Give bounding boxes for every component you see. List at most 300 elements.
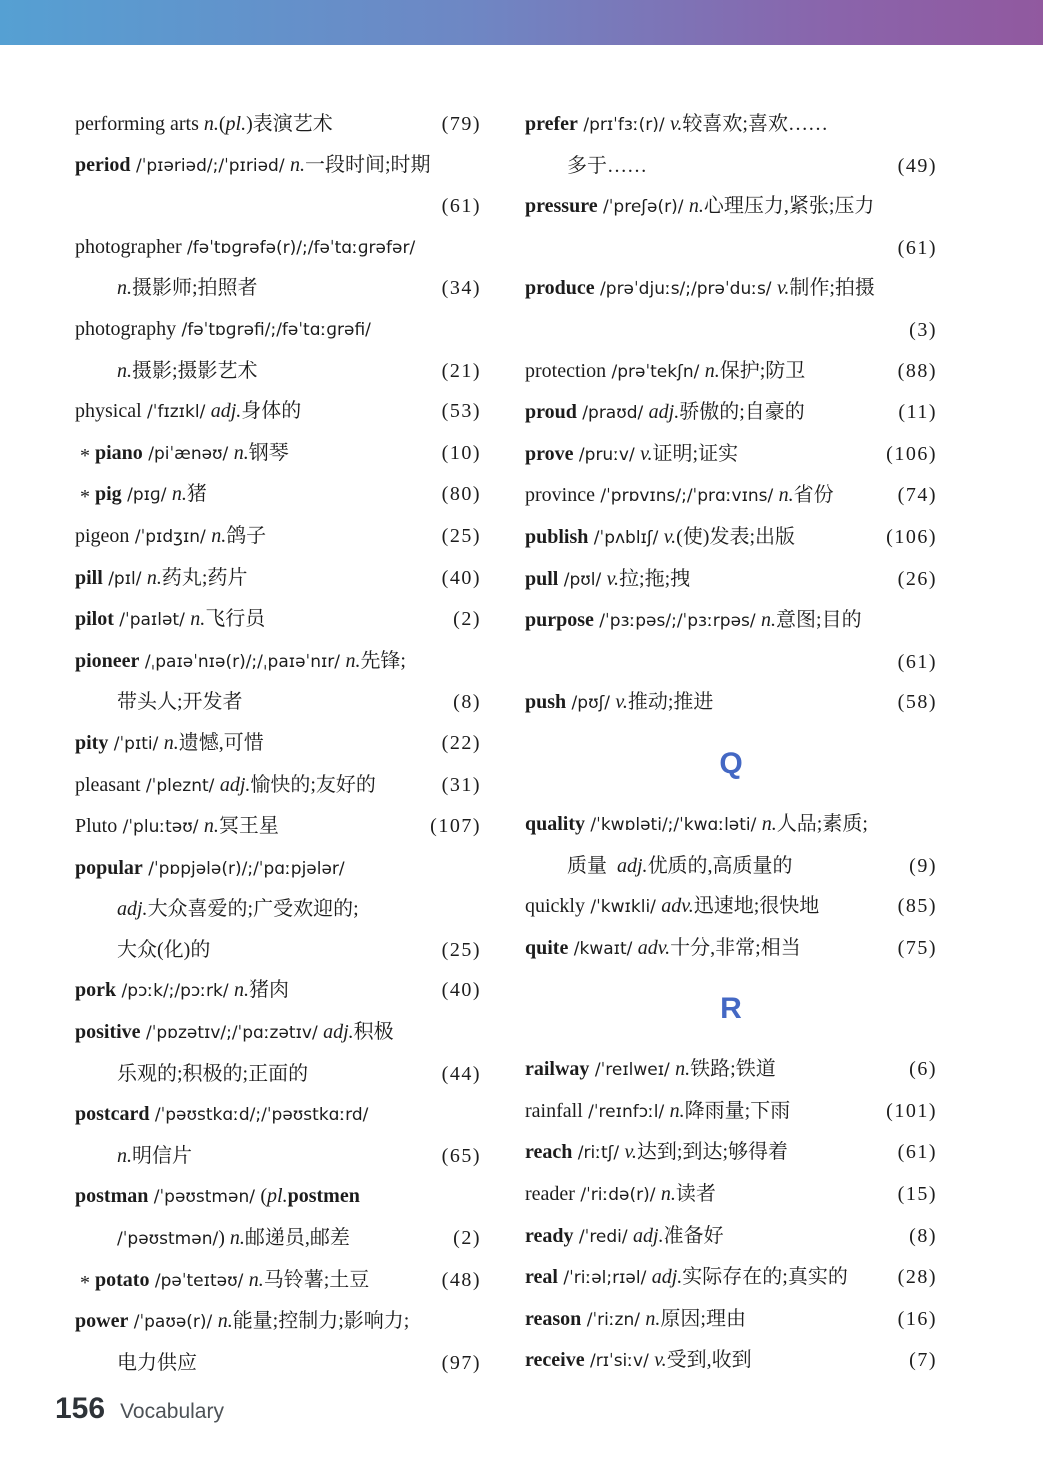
part-of-speech: pl. bbox=[267, 1185, 288, 1208]
vocab-entry bbox=[525, 682, 937, 724]
part-of-speech: n. bbox=[211, 524, 227, 547]
entry-line bbox=[525, 228, 937, 269]
phonetic-transcription: /ˈredi/ bbox=[573, 1226, 634, 1247]
phonetic-transcription: /ˈpəʊstkɑːd/;/ˈpəʊstkɑːrd/ bbox=[149, 1105, 369, 1126]
entry-text bbox=[75, 1094, 481, 1136]
entry-line bbox=[75, 351, 481, 392]
entry-text bbox=[525, 1257, 892, 1299]
entry-text bbox=[75, 1012, 481, 1054]
definition-text: 愉快的;友好的 bbox=[250, 773, 376, 796]
definition-text: 准备好 bbox=[663, 1224, 724, 1247]
definition-text: 遗憾,可惜 bbox=[178, 731, 264, 754]
entry-text bbox=[75, 765, 436, 807]
headword: popular bbox=[75, 856, 143, 879]
entry-text bbox=[117, 1054, 436, 1095]
page-reference: (85) bbox=[897, 895, 937, 918]
right-column bbox=[525, 104, 937, 1382]
definition-text: performing arts bbox=[75, 113, 204, 135]
part-of-speech: n. bbox=[190, 608, 206, 631]
entry-text bbox=[525, 268, 937, 310]
definition-text: 邮递员,邮差 bbox=[244, 1227, 350, 1250]
entry-line bbox=[525, 1257, 937, 1299]
definition-text: 证明;证实 bbox=[652, 442, 739, 465]
vocab-entry bbox=[75, 104, 481, 145]
headword: pill bbox=[75, 566, 103, 589]
entry-line bbox=[75, 1301, 481, 1343]
entry-text bbox=[525, 1216, 903, 1258]
vocab-entry bbox=[525, 1340, 937, 1382]
page-reference: (8) bbox=[909, 1224, 937, 1247]
entry-line bbox=[525, 1216, 937, 1258]
entry-text bbox=[75, 309, 481, 351]
phonetic-transcription: /ˈriːzn/ bbox=[581, 1309, 646, 1330]
headword: purpose bbox=[525, 609, 594, 632]
page-reference: (25) bbox=[441, 524, 481, 547]
vocab-entry bbox=[525, 517, 937, 559]
part-of-speech: adj. bbox=[219, 773, 251, 796]
entry-line bbox=[75, 889, 481, 930]
part-of-speech: adj. bbox=[633, 1224, 664, 1247]
page-reference: (15) bbox=[897, 1183, 937, 1206]
vocab-entry bbox=[525, 928, 937, 970]
headword: ready bbox=[525, 1224, 574, 1247]
vocab-entry bbox=[525, 1049, 937, 1091]
part-of-speech: n. bbox=[117, 359, 132, 382]
part-of-speech: n. bbox=[688, 195, 704, 218]
definition-text: 达到;到达;够得着 bbox=[636, 1141, 789, 1164]
phonetic-transcription: /praʊd/ bbox=[576, 403, 649, 424]
page-reference: (49) bbox=[897, 154, 937, 177]
entry-text bbox=[525, 1340, 903, 1382]
page-reference: (40) bbox=[441, 566, 481, 589]
entry-line bbox=[75, 268, 481, 309]
page-reference: (106) bbox=[886, 525, 937, 548]
entry-text bbox=[117, 1343, 436, 1384]
page-reference: (53) bbox=[441, 400, 481, 423]
entry-line bbox=[75, 516, 481, 558]
definition-text: 飞行员 bbox=[205, 608, 266, 631]
entry-line bbox=[525, 146, 937, 187]
entry-line bbox=[75, 599, 481, 641]
entry-line bbox=[75, 723, 481, 765]
headword: real bbox=[525, 1266, 558, 1289]
part-of-speech: n. bbox=[675, 1058, 691, 1081]
vocab-entry bbox=[525, 600, 937, 682]
definition-text: 拉;拖;拽 bbox=[619, 567, 691, 590]
headword: produce bbox=[525, 277, 595, 300]
vocab-entry bbox=[525, 104, 937, 186]
vocab-entry bbox=[525, 1174, 937, 1216]
page-reference: (61) bbox=[897, 650, 937, 673]
entry-text bbox=[75, 474, 436, 516]
vocab-entry bbox=[75, 806, 481, 848]
vocab-entry bbox=[525, 1299, 937, 1341]
definition-text: )表演艺术 bbox=[246, 113, 333, 135]
entry-line bbox=[525, 1091, 937, 1133]
phonetic-transcription: /ˈpɪdʒɪn/ bbox=[129, 526, 212, 547]
phonetic-transcription: /ˈpɪəriəd/;/ˈpɪriəd/ bbox=[130, 155, 290, 176]
page-reference: (31) bbox=[441, 773, 481, 796]
entry-line bbox=[525, 104, 937, 146]
entry-line bbox=[75, 1260, 481, 1302]
definition-text: 钢琴 bbox=[248, 441, 289, 464]
definition-text: 铁路;铁道 bbox=[690, 1058, 776, 1081]
vocab-entry bbox=[525, 886, 937, 928]
page-reference: (16) bbox=[897, 1307, 937, 1330]
definition-text: (使)发表;出版 bbox=[676, 525, 796, 548]
entry-line bbox=[75, 1012, 481, 1054]
entry-line bbox=[75, 145, 481, 187]
page-reference: (2) bbox=[453, 1227, 481, 1250]
definition-text: 一段时间;时期 bbox=[304, 153, 431, 176]
definition-text: 读者 bbox=[675, 1183, 716, 1206]
definition-text: 优质的,高质量的 bbox=[647, 854, 793, 877]
entry-text bbox=[525, 1174, 892, 1216]
definition-text: 电力供应 bbox=[117, 1351, 197, 1374]
entry-line bbox=[75, 930, 481, 971]
page-reference: (26) bbox=[897, 567, 937, 590]
headword: prove bbox=[525, 442, 574, 465]
entry-text bbox=[75, 599, 447, 641]
phonetic-transcription: /kwaɪt/ bbox=[568, 938, 638, 959]
page-reference: (3) bbox=[909, 318, 937, 341]
phonetic-transcription: /ˈpleznt/ bbox=[140, 775, 220, 796]
page-reference: (40) bbox=[441, 979, 481, 1002]
entry-text bbox=[117, 351, 436, 392]
entry-line bbox=[525, 434, 937, 476]
phonetic-transcription: /ˈreɪlweɪ/ bbox=[589, 1060, 676, 1081]
entry-line bbox=[75, 970, 481, 1012]
page-reference: (34) bbox=[441, 277, 481, 300]
page-reference: (2) bbox=[453, 608, 481, 631]
vocab-entry bbox=[525, 392, 937, 434]
vocab-entry bbox=[75, 558, 481, 600]
entry-line bbox=[75, 186, 481, 227]
headword: postcard bbox=[75, 1103, 150, 1126]
part-of-speech: n. bbox=[645, 1307, 661, 1330]
definition-text: 省份 bbox=[793, 484, 834, 507]
part-of-speech: pl. bbox=[225, 113, 247, 135]
vocab-entry bbox=[75, 516, 481, 558]
part-of-speech: n. bbox=[761, 609, 777, 632]
phonetic-transcription: /ˈpɪti/ bbox=[108, 733, 164, 754]
definition-text: physical bbox=[75, 400, 142, 423]
vocab-entry bbox=[75, 1260, 481, 1302]
entry-text bbox=[525, 392, 892, 434]
definition-text: 骄傲的;自豪的 bbox=[679, 401, 805, 424]
entry-text bbox=[75, 433, 436, 475]
section-letter-r: R bbox=[720, 992, 742, 1026]
section-letter-q: Q bbox=[719, 746, 743, 780]
definition-text: protection bbox=[525, 359, 607, 382]
part-of-speech: v. bbox=[663, 525, 677, 548]
definition-text: 先锋; bbox=[360, 649, 406, 672]
phonetic-transcription: /ˈpəʊstmən/ bbox=[117, 1229, 219, 1250]
part-of-speech: n. bbox=[761, 812, 777, 835]
page-reference: (28) bbox=[897, 1266, 937, 1289]
definition-text: Pluto bbox=[75, 815, 118, 838]
headword: proud bbox=[525, 401, 577, 424]
page-reference: (74) bbox=[897, 484, 937, 507]
phonetic-transcription: /prəˈtekʃn/ bbox=[606, 361, 705, 382]
headword: postman bbox=[75, 1185, 149, 1208]
definition-text: 实际存在的;真实的 bbox=[682, 1266, 848, 1289]
part-of-speech: v. bbox=[615, 691, 628, 714]
part-of-speech: n. bbox=[171, 483, 187, 506]
entry-line bbox=[525, 1340, 937, 1382]
header-gradient-bar bbox=[0, 0, 1043, 45]
headword: positive bbox=[75, 1021, 141, 1044]
phonetic-transcription: /pʊʃ/ bbox=[566, 693, 616, 714]
entry-text bbox=[75, 970, 436, 1012]
headword: pig bbox=[95, 483, 122, 506]
entry-text bbox=[525, 104, 937, 146]
headword: prefer bbox=[525, 113, 578, 135]
definition-text: 药丸;药片 bbox=[161, 566, 248, 589]
definition-text: 马铃薯;土豆 bbox=[263, 1268, 370, 1291]
page-reference: (88) bbox=[897, 359, 937, 382]
phonetic-transcription: /ˈpɒpjələ(r)/;/ˈpɑːpjələr/ bbox=[142, 858, 345, 879]
part-of-speech: v. bbox=[654, 1349, 667, 1372]
headword: pressure bbox=[525, 195, 598, 218]
phonetic-transcription: /ˈkwɪkli/ bbox=[585, 897, 662, 918]
page-reference: (8) bbox=[453, 691, 481, 714]
phonetic-transcription: /fəˈtɒɡrəfi/;/fəˈtɑːɡrəfi/ bbox=[176, 319, 371, 340]
vocab-entry bbox=[75, 848, 481, 971]
vocab-entry bbox=[75, 599, 481, 641]
definition-text: 乐观的;积极的;正面的 bbox=[117, 1062, 309, 1085]
entry-text bbox=[525, 559, 892, 601]
entry-line bbox=[525, 846, 937, 887]
definition-text: ( bbox=[260, 1185, 268, 1208]
headword: pilot bbox=[75, 608, 114, 631]
entry-line bbox=[525, 682, 937, 724]
part-of-speech: n. bbox=[248, 1268, 264, 1291]
page-reference: (7) bbox=[909, 1349, 937, 1372]
entry-line bbox=[75, 848, 481, 890]
phonetic-transcription: /ˈpɜːpəs/;/ˈpɜːrpəs/ bbox=[593, 611, 762, 632]
part-of-speech: n. bbox=[704, 359, 720, 382]
vocab-entry bbox=[525, 1132, 937, 1174]
entry-text bbox=[75, 227, 481, 269]
vocab-entry bbox=[525, 1091, 937, 1133]
vocab-entry bbox=[525, 475, 937, 517]
entry-line bbox=[75, 1343, 481, 1384]
headword: quite bbox=[525, 936, 569, 959]
entry-line bbox=[525, 517, 937, 559]
page-reference: (80) bbox=[441, 483, 481, 506]
vocab-entry bbox=[75, 474, 481, 516]
page-reference: (48) bbox=[441, 1268, 481, 1291]
headword: potato bbox=[95, 1268, 150, 1291]
page-footer bbox=[55, 1392, 224, 1426]
page-reference: (61) bbox=[897, 1141, 937, 1164]
entry-text bbox=[525, 351, 892, 393]
entry-text bbox=[75, 145, 481, 187]
definition-text: 大众(化)的 bbox=[117, 938, 211, 961]
phonetic-transcription: /pɪɡ/ bbox=[121, 485, 172, 506]
page-reference: (97) bbox=[441, 1351, 481, 1374]
headword: postmen bbox=[287, 1185, 360, 1208]
part-of-speech: adj. bbox=[210, 400, 242, 423]
page-reference: (61) bbox=[441, 195, 481, 218]
part-of-speech: adj. bbox=[651, 1266, 683, 1289]
entry-line bbox=[525, 600, 937, 642]
part-of-speech: n. bbox=[163, 731, 179, 754]
entry-line bbox=[525, 475, 937, 517]
vocabulary-content bbox=[75, 104, 937, 1383]
part-of-speech: n. bbox=[203, 113, 219, 135]
phonetic-transcription: /ˈfɪzɪkl/ bbox=[141, 402, 211, 423]
definition-text: 原因;理由 bbox=[660, 1307, 746, 1330]
entry-line bbox=[75, 641, 481, 683]
page-reference: (11) bbox=[898, 401, 937, 424]
vocab-entry bbox=[75, 227, 481, 309]
part-of-speech: n. bbox=[117, 1144, 132, 1167]
entry-text bbox=[75, 1260, 436, 1302]
entry-text bbox=[525, 1049, 903, 1091]
entry-text bbox=[117, 889, 481, 930]
part-of-speech: v. bbox=[640, 442, 653, 465]
part-of-speech: v. bbox=[606, 567, 620, 590]
part-of-speech: n. bbox=[345, 649, 361, 672]
phonetic-transcription: /ˌpaɪəˈnɪə(r)/;/ˌpaɪəˈnɪr/ bbox=[139, 651, 346, 672]
phonetic-transcription: /riːtʃ/ bbox=[572, 1143, 625, 1164]
page-reference: (58) bbox=[897, 691, 937, 714]
page-reference: (79) bbox=[441, 113, 481, 135]
vocab-entry bbox=[75, 391, 481, 433]
entry-line bbox=[525, 310, 937, 351]
definition-text: 积极 bbox=[353, 1021, 394, 1044]
phonetic-transcription: /rɪˈsiːv/ bbox=[584, 1351, 655, 1372]
entry-line bbox=[75, 682, 481, 723]
entry-line bbox=[75, 1176, 481, 1218]
definition-text: 较喜欢;喜欢…… bbox=[682, 113, 828, 135]
definition-text: reader bbox=[525, 1183, 575, 1206]
definition-text: 质量 bbox=[567, 854, 617, 877]
vocab-entry bbox=[75, 1301, 481, 1383]
page-reference: (44) bbox=[441, 1062, 481, 1085]
vocab-entry bbox=[75, 1094, 481, 1176]
vocab-entry bbox=[525, 268, 937, 350]
vocab-entry bbox=[75, 1176, 481, 1259]
entry-text bbox=[525, 600, 937, 642]
definition-text: 猪肉 bbox=[248, 979, 289, 1002]
phonetic-transcription: /ˈkwɒləti/;/ˈkwɑːləti/ bbox=[585, 814, 762, 835]
definition-text: 明信片 bbox=[132, 1144, 192, 1167]
entry-line bbox=[75, 1054, 481, 1095]
page-reference: (106) bbox=[886, 442, 937, 465]
entry-line bbox=[525, 186, 937, 228]
entry-text bbox=[525, 186, 937, 228]
entry-text bbox=[75, 391, 436, 433]
definition-text: 身体的 bbox=[241, 400, 302, 423]
phonetic-transcription: /ˈpreʃə(r)/ bbox=[597, 197, 689, 218]
part-of-speech: adj. bbox=[323, 1021, 354, 1044]
entry-text bbox=[75, 1301, 481, 1343]
headword: reach bbox=[525, 1141, 573, 1164]
vocab-entry bbox=[525, 1257, 937, 1299]
definition-text: 心理压力,紧张;压力 bbox=[703, 195, 875, 218]
definition-text: 大众喜爱的;广受欢迎的; bbox=[147, 898, 359, 921]
entry-line bbox=[75, 309, 481, 351]
vocab-entry bbox=[75, 723, 481, 765]
definition-text: 十分,非常;相当 bbox=[670, 936, 801, 959]
part-of-speech: n. bbox=[229, 1227, 245, 1250]
page-reference: (25) bbox=[441, 938, 481, 961]
part-of-speech: adv. bbox=[661, 895, 694, 918]
part-of-speech: adv. bbox=[637, 936, 671, 959]
phonetic-transcription: /ˈpluːtəʊ/ bbox=[117, 817, 204, 838]
definition-text: pigeon bbox=[75, 524, 130, 547]
page-reference: (22) bbox=[441, 731, 481, 754]
part-of-speech: n. bbox=[289, 153, 305, 176]
headword: pull bbox=[525, 567, 559, 590]
entry-text bbox=[75, 104, 436, 145]
page-number: 156 bbox=[55, 1392, 106, 1425]
phonetic-transcription: /ˈriːdə(r)/ bbox=[574, 1185, 661, 1206]
entry-line bbox=[75, 433, 481, 475]
entry-line bbox=[75, 1136, 481, 1177]
page-reference: (6) bbox=[909, 1058, 937, 1081]
vocab-entry bbox=[525, 1216, 937, 1258]
phonetic-transcription: /ˈpaʊə(r)/ bbox=[128, 1312, 218, 1333]
definition-text: 猪 bbox=[186, 483, 207, 506]
entry-text bbox=[525, 434, 880, 476]
part-of-speech: n. bbox=[117, 277, 132, 300]
entry-line bbox=[75, 765, 481, 807]
definition-text: province bbox=[525, 484, 595, 507]
definition-text: 摄影;摄影艺术 bbox=[132, 359, 258, 382]
page-reference: (9) bbox=[909, 854, 937, 877]
definition-text: 人品;素质; bbox=[776, 812, 868, 835]
headword: pork bbox=[75, 979, 117, 1002]
entry-line bbox=[525, 1174, 937, 1216]
entry-text bbox=[525, 1299, 892, 1341]
entry-text bbox=[117, 682, 447, 723]
entry-text bbox=[567, 846, 903, 887]
entry-line bbox=[525, 928, 937, 970]
entry-line bbox=[525, 886, 937, 928]
left-column bbox=[75, 104, 481, 1383]
entry-text bbox=[117, 930, 436, 971]
phonetic-transcription: /pɔːk/;/pɔːrk/ bbox=[116, 981, 234, 1002]
phonetic-transcription: /fəˈtɒɡrəfə(r)/;/fəˈtɑːɡrəfər/ bbox=[181, 237, 416, 258]
part-of-speech: v. bbox=[624, 1141, 637, 1164]
page-reference: (75) bbox=[897, 936, 937, 959]
definition-text: 多于…… bbox=[567, 154, 647, 177]
headword: power bbox=[75, 1310, 129, 1333]
phonetic-transcription: /pəˈteɪtəʊ/ bbox=[149, 1270, 249, 1291]
phonetic-transcription: /ˈpəʊstmən/ bbox=[148, 1187, 261, 1208]
definition-text: 鸽子 bbox=[226, 524, 267, 547]
entry-line bbox=[75, 1094, 481, 1136]
headword: push bbox=[525, 691, 567, 714]
vocab-entry bbox=[75, 145, 481, 227]
part-of-speech: n. bbox=[233, 979, 249, 1002]
entry-line bbox=[525, 559, 937, 601]
definition-text: 保护;防卫 bbox=[719, 359, 806, 382]
page-reference: (101) bbox=[886, 1099, 937, 1122]
headword: railway bbox=[525, 1058, 590, 1081]
entry-line bbox=[525, 804, 937, 846]
phonetic-transcription: /pʊl/ bbox=[558, 569, 607, 590]
entry-text bbox=[75, 723, 436, 765]
entry-line bbox=[525, 1299, 937, 1341]
vocab-entry bbox=[525, 186, 937, 268]
entry-line bbox=[75, 1218, 481, 1260]
part-of-speech: n. bbox=[233, 441, 249, 464]
